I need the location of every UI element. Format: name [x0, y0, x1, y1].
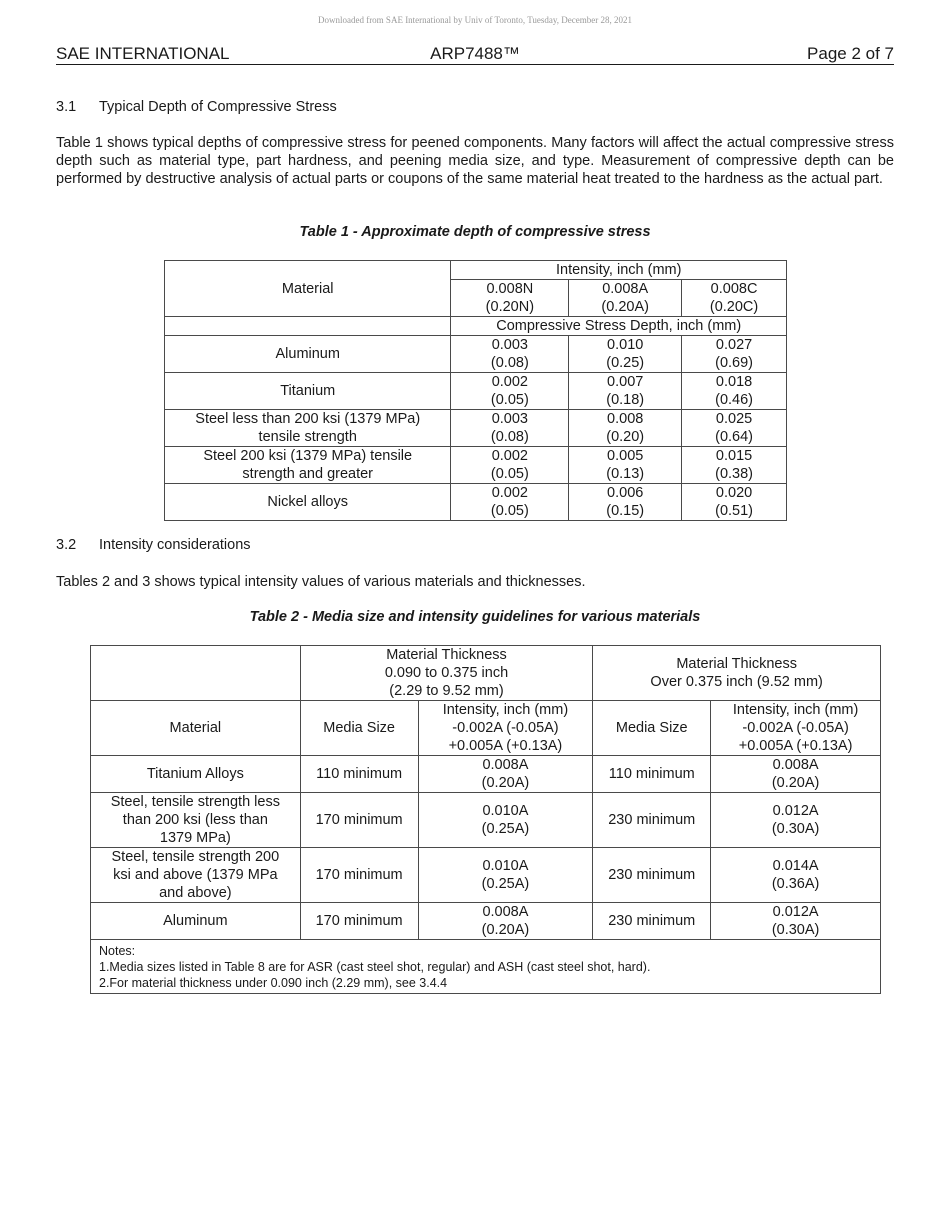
depth-cell: 0.002 (0.05) [451, 484, 569, 521]
intensity-cell: 0.010A (0.25A) [418, 793, 593, 848]
notes-title: Notes: [99, 944, 136, 958]
intensity-header: Intensity, inch (mm) -0.002A (-0.05A) +0.005A (+0.13A) [711, 701, 881, 756]
depth-cell: 0.018 (0.46) [682, 373, 787, 410]
intensity-column: 0.008C (0.20C) [682, 280, 787, 317]
organization-name: SAE INTERNATIONAL [56, 44, 230, 63]
depth-cell: 0.002 (0.05) [451, 373, 569, 410]
material-cell: Aluminum [165, 336, 451, 373]
media-size-cell: 230 minimum [593, 903, 711, 940]
table-notes [91, 940, 881, 994]
table-row [165, 410, 787, 447]
intensity-header: Intensity, inch (mm) [451, 261, 787, 280]
depth-cell: 0.010 (0.25) [569, 336, 682, 373]
table-row [165, 373, 787, 410]
material-header: Material [165, 261, 451, 317]
material-cell: Nickel alloys [165, 484, 451, 521]
table-row [165, 447, 787, 484]
media-size-cell: 170 minimum [300, 848, 418, 903]
material-cell: Steel, tensile strength less than 200 ksi (less than 1379 MPa) [91, 793, 301, 848]
intensity-cell: 0.010A (0.25A) [418, 848, 593, 903]
thickness-group-2-header: Material Thickness Over 0.375 inch (9.52 mm) [593, 646, 881, 701]
section-number: 3.2 [56, 537, 77, 553]
table-1-caption: Table 1 - Approximate depth of compressive stress [299, 224, 651, 240]
note-1: 1.Media sizes listed in Table 8 are for ASR (cast steel shot, regular) and ASH (cast steel shot, hard). [99, 960, 651, 974]
media-size-cell: 110 minimum [593, 756, 711, 793]
page-header [56, 44, 894, 65]
material-cell: Steel less than 200 ksi (1379 MPa) tensile strength [165, 410, 451, 447]
intensity-column: 0.008A (0.20A) [569, 280, 682, 317]
thickness-group-1-header: Material Thickness 0.090 to 0.375 inch (2.29 to 9.52 mm) [300, 646, 593, 701]
media-size-cell: 230 minimum [593, 848, 711, 903]
table-row [165, 484, 787, 521]
section-number: 3.1 [56, 99, 77, 115]
table-row [165, 336, 787, 373]
media-size-cell: 170 minimum [300, 793, 418, 848]
table-2 [90, 645, 881, 994]
intensity-cell: 0.008A (0.20A) [711, 756, 881, 793]
depth-header: Compressive Stress Depth, inch (mm) [451, 317, 787, 336]
page-number: Page 2 of 7 [807, 44, 894, 63]
depth-cell: 0.005 (0.13) [569, 447, 682, 484]
download-watermark: Downloaded from SAE International by Univ of Toronto, Tuesday, December 28, 2021 [317, 15, 633, 25]
depth-cell: 0.020 (0.51) [682, 484, 787, 521]
note-2: 2.For material thickness under 0.090 inch (2.29 mm), see 3.4.4 [99, 976, 448, 990]
material-cell: Steel 200 ksi (1379 MPa) tensile strength and greater [165, 447, 451, 484]
blank-header-cell [91, 646, 301, 701]
table-row [91, 793, 881, 848]
table-row [91, 848, 881, 903]
section-3-2-paragraph: Tables 2 and 3 shows typical intensity values of various materials and thicknesses. [56, 574, 586, 590]
depth-cell: 0.008 (0.20) [569, 410, 682, 447]
material-header: Material [91, 701, 301, 756]
material-cell: Steel, tensile strength 200 ksi and above (1379 MPa and above) [91, 848, 301, 903]
section-3-1-heading [56, 98, 337, 116]
media-size-cell: 170 minimum [300, 903, 418, 940]
intensity-cell: 0.008A (0.20A) [418, 903, 593, 940]
intensity-cell: 0.008A (0.20A) [418, 756, 593, 793]
section-3-2-heading [56, 536, 251, 554]
intensity-header: Intensity, inch (mm) -0.002A (-0.05A) +0.005A (+0.13A) [418, 701, 593, 756]
notes-row [91, 940, 881, 994]
section-title: Intensity considerations [99, 537, 251, 553]
intensity-cell: 0.012A (0.30A) [711, 793, 881, 848]
table-2-caption: Table 2 - Media size and intensity guidelines for various materials [249, 609, 701, 625]
table-1 [164, 260, 787, 521]
material-cell: Titanium [165, 373, 451, 410]
depth-cell: 0.007 (0.18) [569, 373, 682, 410]
depth-cell: 0.015 (0.38) [682, 447, 787, 484]
material-header-continued [165, 317, 451, 336]
intensity-cell: 0.014A (0.36A) [711, 848, 881, 903]
depth-cell: 0.025 (0.64) [682, 410, 787, 447]
media-size-header: Media Size [593, 701, 711, 756]
table-row [91, 756, 881, 793]
material-cell: Titanium Alloys [91, 756, 301, 793]
document-number: ARP7488™ [430, 44, 520, 63]
table-row [91, 903, 881, 940]
media-size-cell: 230 minimum [593, 793, 711, 848]
depth-cell: 0.006 (0.15) [569, 484, 682, 521]
section-title: Typical Depth of Compressive Stress [99, 99, 337, 115]
media-size-cell: 110 minimum [300, 756, 418, 793]
media-size-header: Media Size [300, 701, 418, 756]
intensity-cell: 0.012A (0.30A) [711, 903, 881, 940]
depth-cell: 0.003 (0.08) [451, 410, 569, 447]
section-3-1-paragraph: Table 1 shows typical depths of compressive stress for peened components. Many factors will affect the actual compressive stress depth such as material type, part hardness, and peening media size, and type. Measurement of compressive depth can be performed by destructive analysis of actual parts or coupons of the same material heat treated to the hardness as the actual part. [56, 135, 894, 187]
intensity-column: 0.008N (0.20N) [451, 280, 569, 317]
depth-cell: 0.027 (0.69) [682, 336, 787, 373]
depth-cell: 0.003 (0.08) [451, 336, 569, 373]
depth-cell: 0.002 (0.05) [451, 447, 569, 484]
material-cell: Aluminum [91, 903, 301, 940]
